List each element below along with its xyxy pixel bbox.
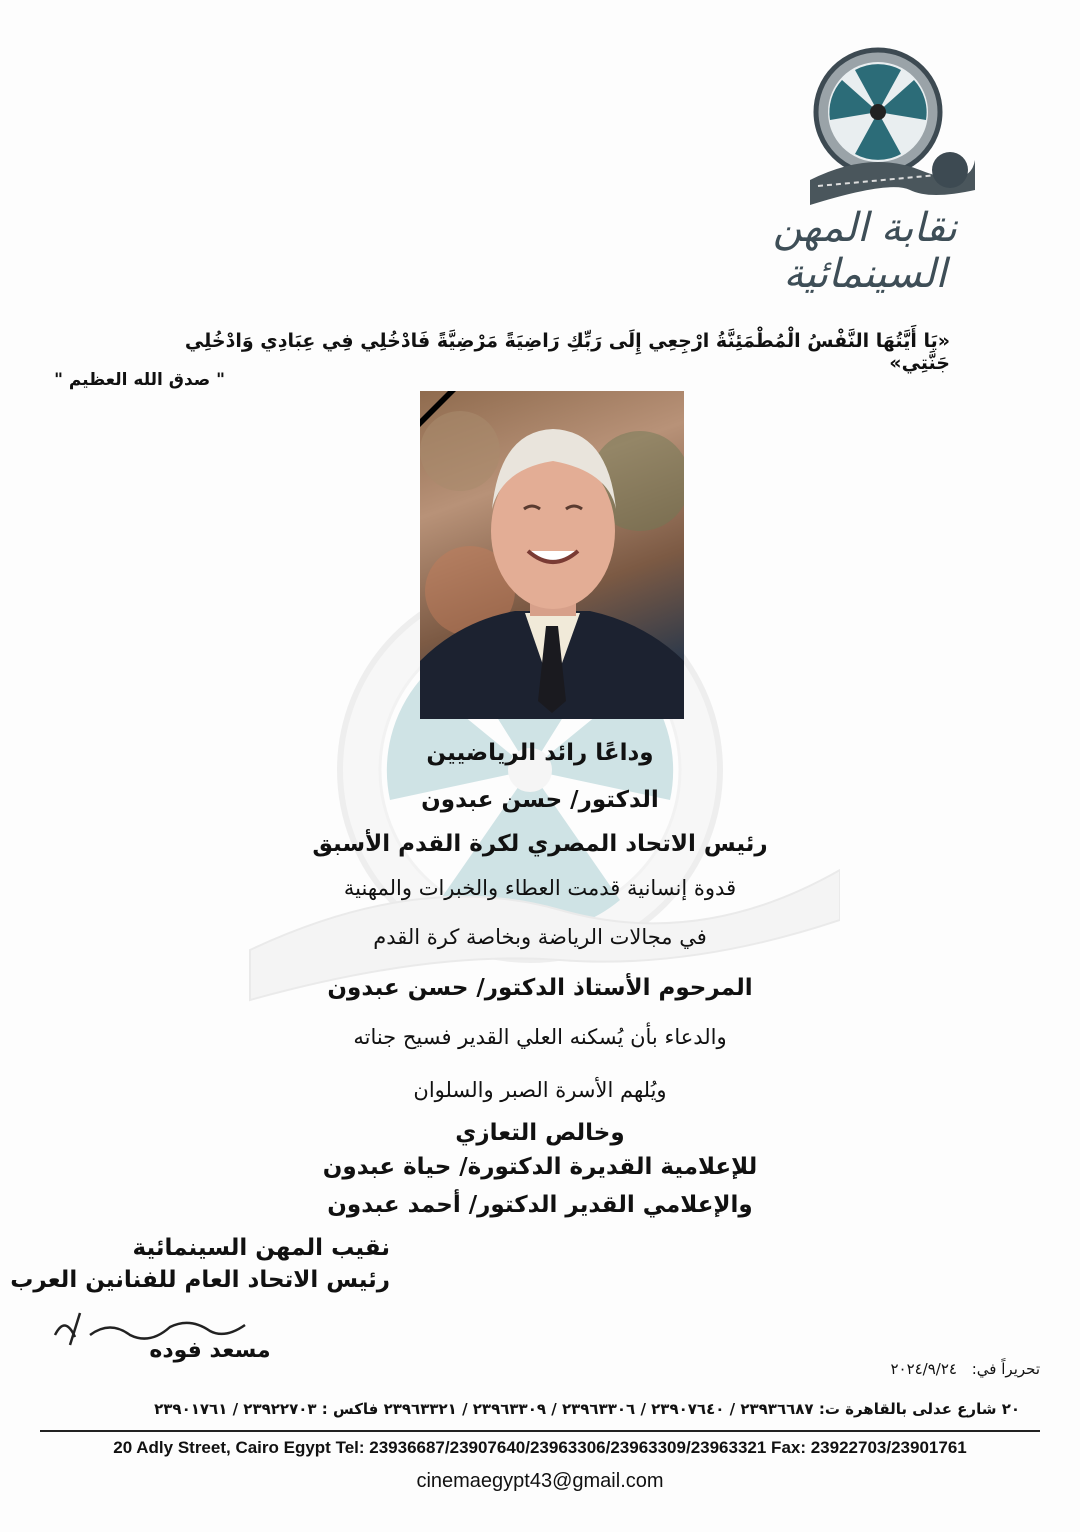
issue-date bbox=[640, 1360, 1040, 1378]
portrait-photo bbox=[420, 391, 684, 719]
deceased-full-title: المرحوم الأستاذ الدكتور/ حسن عبدون bbox=[327, 975, 753, 1001]
condolences-recipient-1: للإعلامية القديرة الدكتورة/ حياة عبدون bbox=[322, 1154, 758, 1180]
film-reel-icon bbox=[800, 40, 980, 205]
quran-verse: «يَا أَيَّتُهَا النَّفْسُ الْمُطْمَئِنَّةُ ارْجِعِي إِلَى رَبِّكِ رَاضِيَةً مَرْضِيَّةً فَادْخُلِي فِي عِبَادِي وَادْخُلِي جَنَّتِي» bbox=[184, 330, 950, 374]
prayer-line-1: والدعاء بأن يُسكنه العلي القدير فسيح جناته bbox=[353, 1025, 727, 1049]
condolences-recipient-2: والإعلامي القدير الدكتور/ أحمد عبدون bbox=[327, 1192, 753, 1218]
condolences-heading: وخالص التعازي bbox=[455, 1120, 625, 1146]
footer-arabic-contact: ٢٠ شارع عدلى بالقاهرة ت: ٢٣٩٣٦٦٨٧ / ٢٣٩٠٧٦٤٠ / ٢٣٩٦٣٣٠٦ / ٢٣٩٦٣٣٠٩ / ٢٣٩٦٣٣٢١ فاكس : ٢٣٩٢٢٧٠٣ / ٢٣٩٠١٧٦١ bbox=[154, 1400, 1020, 1418]
date-label: تحريراً في: bbox=[971, 1360, 1040, 1378]
portrait-illustration bbox=[420, 391, 684, 719]
contact-email[interactable]: cinemaegypt43@gmail.com bbox=[416, 1470, 664, 1492]
tribute-line-1: قدوة إنسانية قدمت العطاء والخبرات والمهنية bbox=[343, 876, 737, 900]
signatory-name: مسعد فوده bbox=[149, 1338, 271, 1363]
deceased-position: رئيس الاتحاد المصري لكرة القدم الأسبق bbox=[312, 831, 768, 857]
union-name: نقابة المهن السينمائية bbox=[772, 205, 958, 297]
farewell-heading: وداعًا رائد الرياضيين bbox=[426, 740, 654, 766]
verse-closing: " صدق الله العظيم " bbox=[54, 370, 225, 390]
signatory-title-1: نقيب المهن السينمائية bbox=[132, 1235, 390, 1261]
footer-english-contact: 20 Adly Street, Cairo Egypt Tel: 23936687/23907640/23963306/23963309/23963321 Fax: 23922703/23901761 bbox=[113, 1438, 967, 1457]
date-value: ٢٠٢٤/٩/٢٤ bbox=[890, 1360, 957, 1378]
signatory-title-2: رئيس الاتحاد العام للفنانين العرب bbox=[10, 1267, 390, 1293]
tribute-line-2: في مجالات الرياضة وبخاصة كرة القدم bbox=[373, 925, 707, 949]
prayer-line-2: ويُلهم الأسرة الصبر والسلوان bbox=[413, 1078, 667, 1102]
footer-divider bbox=[40, 1430, 1040, 1432]
deceased-name: الدكتور/ حسن عبدون bbox=[421, 787, 659, 813]
signatory-titles bbox=[10, 1235, 390, 1293]
